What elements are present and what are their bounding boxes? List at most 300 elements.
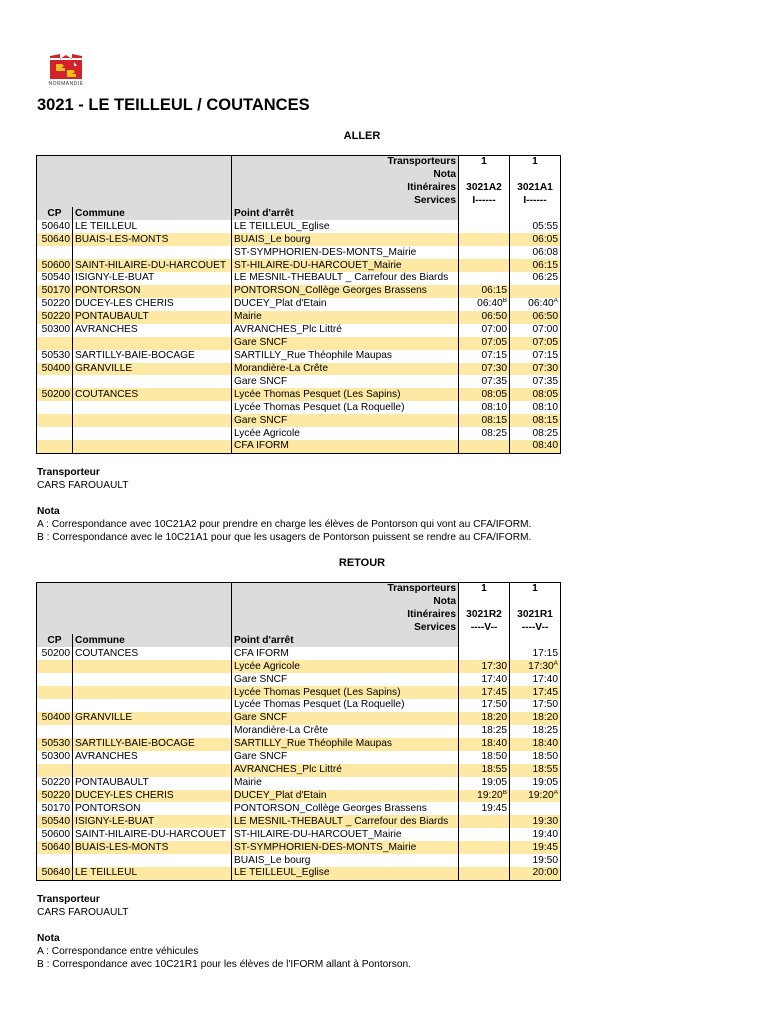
cell-time-t2 <box>510 337 561 350</box>
header-value-transporteurs-1: 1 <box>459 156 510 169</box>
header-value-nota-1 <box>459 595 510 608</box>
table-row <box>37 414 561 427</box>
retour-transporteur-name: CARS FAROUAULT <box>37 907 129 918</box>
header-value-services-1: ----V-- <box>459 621 510 634</box>
cell-cp: 50220 <box>37 311 73 324</box>
cell-time-t2 <box>510 764 561 777</box>
cell-time-t2 <box>510 854 561 867</box>
time-value: 19:50 <box>532 854 558 866</box>
cell-time-t1 <box>459 337 510 350</box>
header-label-nota: Nota <box>232 595 459 608</box>
table-row <box>37 699 561 712</box>
time-value: 19:40 <box>532 828 558 840</box>
cell-time-t1 <box>459 285 510 298</box>
cell-commune: SARTILLY-BAIE-BOCAGE <box>73 738 232 751</box>
cell-commune: ISIGNY-LE-BUAT <box>73 272 232 285</box>
cell-time-t2 <box>510 233 561 246</box>
cell-time-t2 <box>510 285 561 298</box>
table-row <box>37 647 561 660</box>
header-gap <box>37 583 232 596</box>
time-value: 06:15 <box>532 259 558 271</box>
cell-time-t2 <box>510 828 561 841</box>
time-value: 18:55 <box>532 764 558 776</box>
cell-time-t2 <box>510 259 561 272</box>
time-value: 19:05 <box>532 777 558 789</box>
cell-commune: LE TEILLEUL <box>73 220 232 233</box>
time-value: 07:35 <box>532 375 558 387</box>
header-row-services <box>37 621 561 634</box>
cell-cp: 50300 <box>37 751 73 764</box>
footnote-mark: A <box>553 789 558 797</box>
table-row <box>37 388 561 401</box>
cell-commune: BUAIS-LES-MONTS <box>73 841 232 854</box>
table-row <box>37 272 561 285</box>
cell-point: DUCEY_Plat d'Etain <box>232 790 459 803</box>
cell-cp <box>37 414 73 427</box>
cell-commune: SAINT-HILAIRE-DU-HARCOUET <box>73 259 232 272</box>
cell-cp: 50400 <box>37 363 73 376</box>
table-row <box>37 686 561 699</box>
cell-commune <box>73 686 232 699</box>
cell-point: SARTILLY_Rue Théophile Maupas <box>232 350 459 363</box>
time-value: 19:05 <box>481 777 507 789</box>
cell-time-t2 <box>510 647 561 660</box>
time-value: 18:40 <box>481 738 507 750</box>
cell-commune <box>73 854 232 867</box>
table-row <box>37 790 561 803</box>
time-value: 18:55 <box>481 764 507 776</box>
time-value: 18:50 <box>532 751 558 763</box>
cell-commune <box>73 699 232 712</box>
retour-note-a: A : Correspondance entre véhicules <box>37 946 199 957</box>
cell-time-t2 <box>510 802 561 815</box>
cell-time-t2 <box>510 841 561 854</box>
cell-time-t1 <box>459 647 510 660</box>
table-row <box>37 427 561 440</box>
table-row <box>37 233 561 246</box>
cell-time-t2 <box>510 311 561 324</box>
time-value: 07:30 <box>532 363 558 375</box>
cell-time-t1 <box>459 388 510 401</box>
time-value: 08:05 <box>532 388 558 400</box>
cell-cp: 50530 <box>37 350 73 363</box>
cell-cp: 50640 <box>37 867 73 880</box>
header-label-transporteurs: Transporteurs <box>232 156 459 169</box>
header-label-services: Services <box>232 194 459 207</box>
table-row <box>37 777 561 790</box>
section-retour-label: RETOUR <box>338 557 386 569</box>
cell-cp: 50200 <box>37 388 73 401</box>
table-row <box>37 363 561 376</box>
cell-commune <box>73 401 232 414</box>
table-row <box>37 738 561 751</box>
cell-point: ST-HILAIRE-DU-HARCOUET_Mairie <box>232 828 459 841</box>
cell-time-t1 <box>459 440 510 453</box>
cell-time-t1 <box>459 350 510 363</box>
cell-point: Morandière-La Crête <box>232 363 459 376</box>
cell-time-t2 <box>510 440 561 453</box>
header-value-services-2: I------ <box>510 194 561 207</box>
cell-time-t2 <box>510 867 561 880</box>
header-label-services: Services <box>232 621 459 634</box>
table-row <box>37 375 561 388</box>
cell-time-t2 <box>510 660 561 673</box>
time-value: 18:50 <box>481 751 507 763</box>
footnote-mark: B <box>502 297 507 305</box>
time-value: 06:50 <box>532 311 558 323</box>
time-value: 18:25 <box>532 725 558 737</box>
table-row <box>37 246 561 259</box>
cell-time-t2 <box>510 686 561 699</box>
cell-commune: GRANVILLE <box>73 712 232 725</box>
time-value: 07:00 <box>481 324 507 336</box>
time-value: 07:05 <box>532 337 558 349</box>
cell-cp: 50200 <box>37 647 73 660</box>
time-value: 07:05 <box>481 337 507 349</box>
cell-time-t1 <box>459 246 510 259</box>
cell-time-t1 <box>459 272 510 285</box>
time-value: 18:20 <box>532 712 558 724</box>
header-label-nota: Nota <box>232 168 459 181</box>
cell-cp <box>37 854 73 867</box>
header-value-services-1: I------ <box>459 194 510 207</box>
time-value: 08:40 <box>532 440 558 452</box>
time-value: 08:25 <box>532 427 558 439</box>
cell-time-t2 <box>510 777 561 790</box>
cell-point: Lycée Agricole <box>232 660 459 673</box>
cell-commune: ISIGNY-LE-BUAT <box>73 815 232 828</box>
cell-cp <box>37 764 73 777</box>
cell-point: ST-SYMPHORIEN-DES-MONTS_Mairie <box>232 246 459 259</box>
cell-commune: BUAIS-LES-MONTS <box>73 233 232 246</box>
header-row-services <box>37 194 561 207</box>
time-value: 07:15 <box>481 350 507 362</box>
cell-cp: 50600 <box>37 828 73 841</box>
aller-note-a: A : Correspondance avec 10C21A2 pour prendre en charge les élèves de Pontorson qui vont au CFA/IFORM. <box>37 519 532 530</box>
cell-point: BUAIS_Le bourg <box>232 233 459 246</box>
aller-transporteur <box>37 466 129 492</box>
aller-transporteur-name: CARS FAROUAULT <box>37 480 129 491</box>
cell-time-t2 <box>510 790 561 803</box>
table-row <box>37 802 561 815</box>
header-value-itineraires-1: 3021A2 <box>459 181 510 194</box>
cell-time-t2 <box>510 427 561 440</box>
cell-time-t1 <box>459 699 510 712</box>
cell-cp: 50220 <box>37 777 73 790</box>
cell-commune <box>73 440 232 453</box>
cell-time-t1 <box>459 751 510 764</box>
time-value: 17:50 <box>532 699 558 711</box>
time-value: 19:20 <box>477 790 503 802</box>
footnote-mark: A <box>553 660 558 667</box>
cell-point: Gare SNCF <box>232 712 459 725</box>
cell-time-t2 <box>510 699 561 712</box>
header-gap <box>37 156 232 169</box>
column-header-row <box>37 207 561 220</box>
time-value: 08:05 <box>481 388 507 400</box>
cell-time-t2 <box>510 272 561 285</box>
aller-transporteur-title: Transporteur <box>37 467 100 478</box>
cell-point: Lycée Thomas Pesquet (Les Sapins) <box>232 388 459 401</box>
footnote-mark: A <box>553 297 558 305</box>
cell-cp <box>37 375 73 388</box>
cell-point: DUCEY_Plat d'Etain <box>232 298 459 311</box>
header-row-nota <box>37 168 561 181</box>
time-value: 06:40 <box>528 298 554 310</box>
cell-point: Gare SNCF <box>232 337 459 350</box>
cell-time-t1 <box>459 802 510 815</box>
cell-cp <box>37 246 73 259</box>
cell-time-t1 <box>459 660 510 673</box>
cell-time-t2 <box>510 363 561 376</box>
cell-point: Mairie <box>232 777 459 790</box>
header-value-nota-2 <box>510 595 561 608</box>
cell-time-t1 <box>459 828 510 841</box>
cell-point: LE TEILLEUL_Eglise <box>232 220 459 233</box>
normandie-logo <box>44 50 88 90</box>
time-value: 17:15 <box>532 647 558 659</box>
cell-time-t1 <box>459 298 510 311</box>
table-row <box>37 350 561 363</box>
cell-time-t2 <box>510 220 561 233</box>
cell-commune: SAINT-HILAIRE-DU-HARCOUET <box>73 828 232 841</box>
cell-commune <box>73 764 232 777</box>
cell-time-t1 <box>459 854 510 867</box>
cell-point: LE TEILLEUL_Eglise <box>232 867 459 880</box>
header-gap <box>37 181 232 194</box>
cell-time-t1 <box>459 777 510 790</box>
time-value: 19:45 <box>532 841 558 853</box>
cell-cp: 50220 <box>37 298 73 311</box>
cell-point: LE MESNIL-THEBAULT _ Carrefour des Biards <box>232 272 459 285</box>
table-row <box>37 259 561 272</box>
cell-cp: 50600 <box>37 259 73 272</box>
cell-point: Morandière-La Crête <box>232 725 459 738</box>
cell-cp: 50530 <box>37 738 73 751</box>
time-value: 07:35 <box>481 375 507 387</box>
cell-time-t2 <box>510 401 561 414</box>
table-row <box>37 660 561 673</box>
time-value: 17:45 <box>532 686 558 698</box>
cell-commune <box>73 337 232 350</box>
header-row-transporteurs <box>37 583 561 596</box>
table-row <box>37 298 561 311</box>
aller-nota <box>37 505 531 544</box>
retour-transporteur <box>37 893 129 919</box>
header-label-transporteurs: Transporteurs <box>232 583 459 596</box>
cell-point: Gare SNCF <box>232 414 459 427</box>
header-value-transporteurs-2: 1 <box>510 583 561 596</box>
cell-time-t1 <box>459 363 510 376</box>
time-value: 08:15 <box>481 414 507 426</box>
table-row <box>37 673 561 686</box>
cell-commune: LE TEILLEUL <box>73 867 232 880</box>
time-value: 06:15 <box>481 285 507 297</box>
cell-commune <box>73 673 232 686</box>
time-value: 18:20 <box>481 712 507 724</box>
time-value: 06:25 <box>532 272 558 284</box>
cell-cp <box>37 699 73 712</box>
cell-time-t2 <box>510 712 561 725</box>
cell-time-t2 <box>510 725 561 738</box>
cell-point: PONTORSON_Collège Georges Brassens <box>232 285 459 298</box>
table-row <box>37 311 561 324</box>
column-header-spacer-2 <box>510 207 561 220</box>
cell-cp <box>37 337 73 350</box>
cell-time-t1 <box>459 738 510 751</box>
time-value: 17:30 <box>481 660 507 672</box>
header-gap <box>37 621 232 634</box>
cell-commune: AVRANCHES <box>73 324 232 337</box>
retour-transporteur-title: Transporteur <box>37 894 100 905</box>
logo-text: NORMANDIE <box>48 81 84 87</box>
table-row <box>37 440 561 453</box>
cell-point: ST-HILAIRE-DU-HARCOUET_Mairie <box>232 259 459 272</box>
header-value-transporteurs-2: 1 <box>510 156 561 169</box>
table-row <box>37 815 561 828</box>
cell-cp: 50170 <box>37 285 73 298</box>
page-title: 3021 - LE TEILLEUL / COUTANCES <box>37 96 310 114</box>
table-row <box>37 725 561 738</box>
header-row-itineraires <box>37 181 561 194</box>
cell-point: Gare SNCF <box>232 751 459 764</box>
header-row-itineraires <box>37 608 561 621</box>
cell-commune: SARTILLY-BAIE-BOCAGE <box>73 350 232 363</box>
cell-time-t1 <box>459 220 510 233</box>
cell-time-t1 <box>459 686 510 699</box>
cell-time-t1 <box>459 233 510 246</box>
cell-cp <box>37 440 73 453</box>
retour-nota <box>37 932 411 971</box>
time-value: 08:15 <box>532 414 558 426</box>
time-value: 18:25 <box>481 725 507 737</box>
time-value: 08:10 <box>532 401 558 413</box>
header-value-nota-2 <box>510 168 561 181</box>
cell-point: Lycée Thomas Pesquet (La Roquelle) <box>232 401 459 414</box>
cell-cp: 50540 <box>37 815 73 828</box>
cell-commune <box>73 660 232 673</box>
column-header-point: Point d'arrêt <box>232 207 459 220</box>
header-value-transporteurs-1: 1 <box>459 583 510 596</box>
column-header-cp: CP <box>37 207 73 220</box>
cell-point: BUAIS_Le bourg <box>232 854 459 867</box>
cell-time-t1 <box>459 259 510 272</box>
table-row <box>37 324 561 337</box>
time-value: 08:25 <box>481 427 507 439</box>
cell-time-t1 <box>459 841 510 854</box>
aller-timetable <box>36 155 561 454</box>
cell-commune: GRANVILLE <box>73 363 232 376</box>
header-label-itineraires: Itinéraires <box>232 181 459 194</box>
cell-time-t1 <box>459 712 510 725</box>
table-row <box>37 220 561 233</box>
header-value-itineraires-1: 3021R2 <box>459 608 510 621</box>
cell-commune: DUCEY-LES CHERIS <box>73 298 232 311</box>
table-row <box>37 285 561 298</box>
cell-point: SARTILLY_Rue Théophile Maupas <box>232 738 459 751</box>
time-value: 06:05 <box>532 233 558 245</box>
column-header-spacer-2 <box>510 634 561 647</box>
footnote-mark: B <box>502 789 507 797</box>
cell-cp <box>37 673 73 686</box>
cell-time-t1 <box>459 790 510 803</box>
table-row <box>37 751 561 764</box>
column-header-commune: Commune <box>73 634 232 647</box>
time-value: 06:08 <box>532 246 558 258</box>
time-value: 07:15 <box>532 350 558 362</box>
cell-cp: 50400 <box>37 712 73 725</box>
cell-cp <box>37 725 73 738</box>
cell-commune <box>73 414 232 427</box>
cell-cp <box>37 427 73 440</box>
cell-time-t2 <box>510 388 561 401</box>
cell-point: Lycée Agricole <box>232 427 459 440</box>
header-gap <box>37 608 232 621</box>
table-row <box>37 401 561 414</box>
time-value: 06:40 <box>477 298 503 310</box>
cell-cp <box>37 660 73 673</box>
cell-time-t2 <box>510 246 561 259</box>
header-row-transporteurs <box>37 156 561 169</box>
cell-cp: 50220 <box>37 790 73 803</box>
cell-point: Gare SNCF <box>232 375 459 388</box>
cell-cp: 50540 <box>37 272 73 285</box>
time-value: 17:40 <box>532 673 558 685</box>
aller-nota-title: Nota <box>37 506 60 517</box>
section-aller-label: ALLER <box>343 130 381 142</box>
cell-time-t1 <box>459 311 510 324</box>
table-row <box>37 712 561 725</box>
header-value-itineraires-2: 3021A1 <box>510 181 561 194</box>
cell-commune: COUTANCES <box>73 388 232 401</box>
column-header-spacer-1 <box>459 207 510 220</box>
cell-point: AVRANCHES_Plc Littré <box>232 324 459 337</box>
cell-time-t1 <box>459 375 510 388</box>
time-value: 17:50 <box>481 699 507 711</box>
cell-commune: AVRANCHES <box>73 751 232 764</box>
cell-time-t1 <box>459 414 510 427</box>
time-value: 18:40 <box>532 738 558 750</box>
time-value: 19:20 <box>528 790 554 802</box>
time-value: 07:00 <box>532 324 558 336</box>
cell-point: Lycée Thomas Pesquet (Les Sapins) <box>232 686 459 699</box>
column-header-point: Point d'arrêt <box>232 634 459 647</box>
time-value: 20:00 <box>532 867 558 879</box>
cell-point: AVRANCHES_Plc Littré <box>232 764 459 777</box>
retour-note-b: B : Correspondance avec 10C21R1 pour les élèves de l'IFORM allant à Pontorson. <box>37 959 411 970</box>
cell-time-t2 <box>510 738 561 751</box>
header-value-itineraires-2: 3021R1 <box>510 608 561 621</box>
cell-time-t2 <box>510 673 561 686</box>
cell-commune <box>73 427 232 440</box>
header-row-nota <box>37 595 561 608</box>
time-value: 17:30 <box>528 660 554 672</box>
cell-time-t1 <box>459 427 510 440</box>
cell-time-t1 <box>459 764 510 777</box>
header-gap <box>37 595 232 608</box>
cell-cp: 50170 <box>37 802 73 815</box>
cell-point: PONTORSON_Collège Georges Brassens <box>232 802 459 815</box>
cell-cp: 50640 <box>37 220 73 233</box>
column-header-commune: Commune <box>73 207 232 220</box>
cell-time-t2 <box>510 815 561 828</box>
header-value-nota-1 <box>459 168 510 181</box>
table-row <box>37 841 561 854</box>
cell-commune: DUCEY-LES CHERIS <box>73 790 232 803</box>
cell-time-t1 <box>459 673 510 686</box>
cell-time-t2 <box>510 350 561 363</box>
cell-time-t1 <box>459 324 510 337</box>
